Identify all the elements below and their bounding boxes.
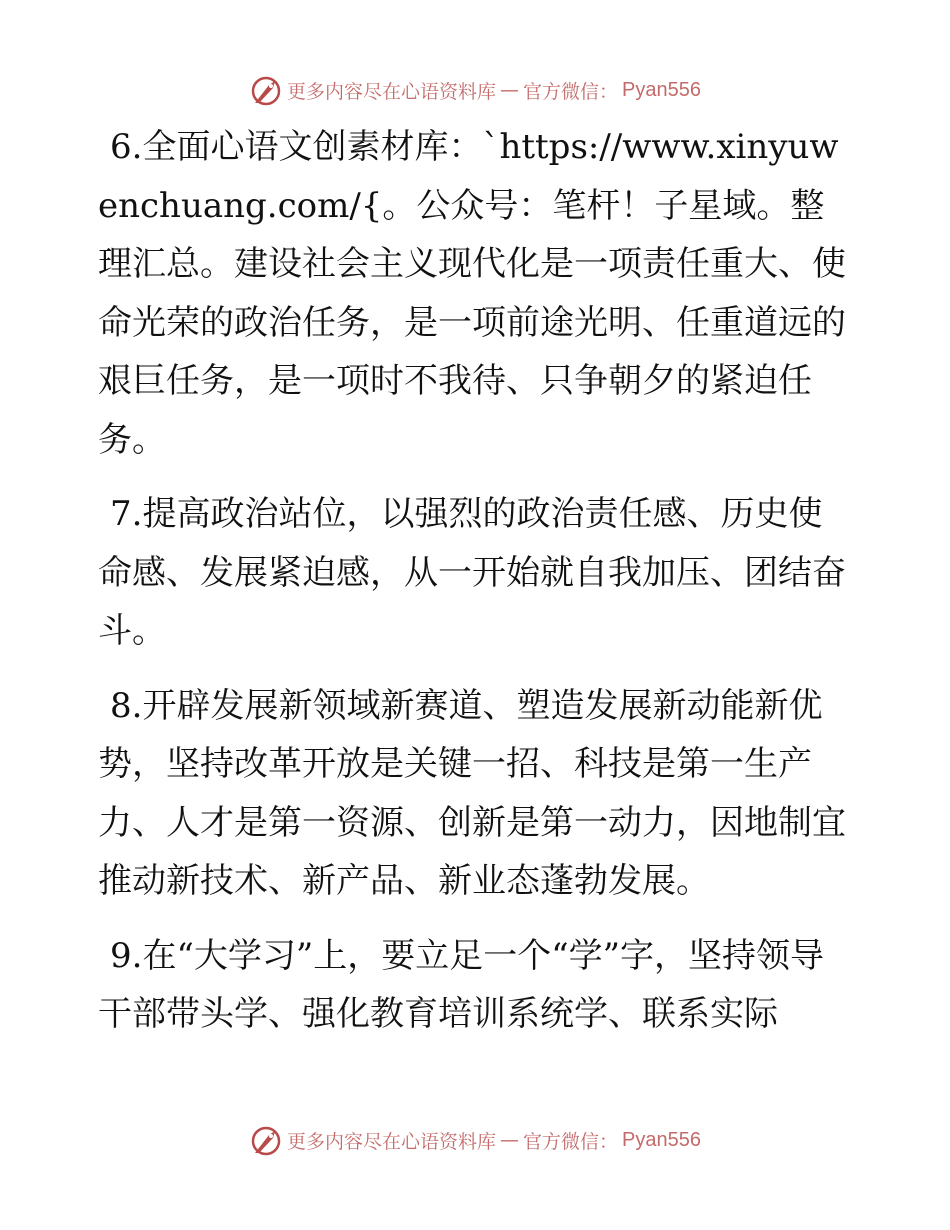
watermark-site-text: 更多内容尽在心语资料库 [287,1130,497,1153]
paragraph-number: 7. [110,494,143,534]
pen-logo-icon [249,73,283,107]
header-watermark [0,70,950,110]
paragraph-text: 提高政治站位，以强烈的政治责任感、历史使命感、发展紧迫感，从一开始就自我加压、团结奋斗。 [98,494,846,651]
paragraph-6 [98,118,850,469]
paragraph-number: 8. [110,685,143,726]
footer-watermark [0,1120,950,1160]
watermark-official-text: 官方微信： [523,1130,619,1153]
watermark-official-text: 官方微信： [523,80,619,103]
paragraph-text: 在“大学习”上，要立足一个“学”字，坚持领导干部带头学、强化教育培训系统学、联系实际 [98,935,824,1034]
watermark-site-text: 更多内容尽在心语资料库 [287,80,497,103]
paragraph-text: 全面心语文创素材库：`https://www.xinyuwenchuang.com/{。公众号：笔杆！子星域。整理汇总。建设社会主义现代化是一项责任重大、使命光荣的政治任务，是一项前途光明、任重道远的艰巨任务，是一项时不我待、只争朝夕的紧迫任务。 [98,127,846,460]
watermark-dash: — [500,1129,520,1151]
paragraph-number: 6. [110,127,143,167]
paragraph-number: 9. [110,935,143,976]
watermark-wechat-id: Pyan556 [622,1128,701,1151]
pen-logo-icon [249,1123,283,1157]
watermark-wechat-id: Pyan556 [622,78,701,101]
paragraph-8 [98,677,850,911]
watermark-dash: — [500,79,520,101]
paragraph-7 [98,485,850,661]
paragraph-9 [98,927,850,1044]
paragraph-text: 开辟发展新领域新赛道、塑造发展新动能新优势，坚持改革开放是关键一招、科技是第一生产力、人才是第一资源、创新是第一动力，因地制宜推动新技术、新产品、新业态蓬勃发展。 [98,685,846,901]
document-body [98,118,850,1060]
